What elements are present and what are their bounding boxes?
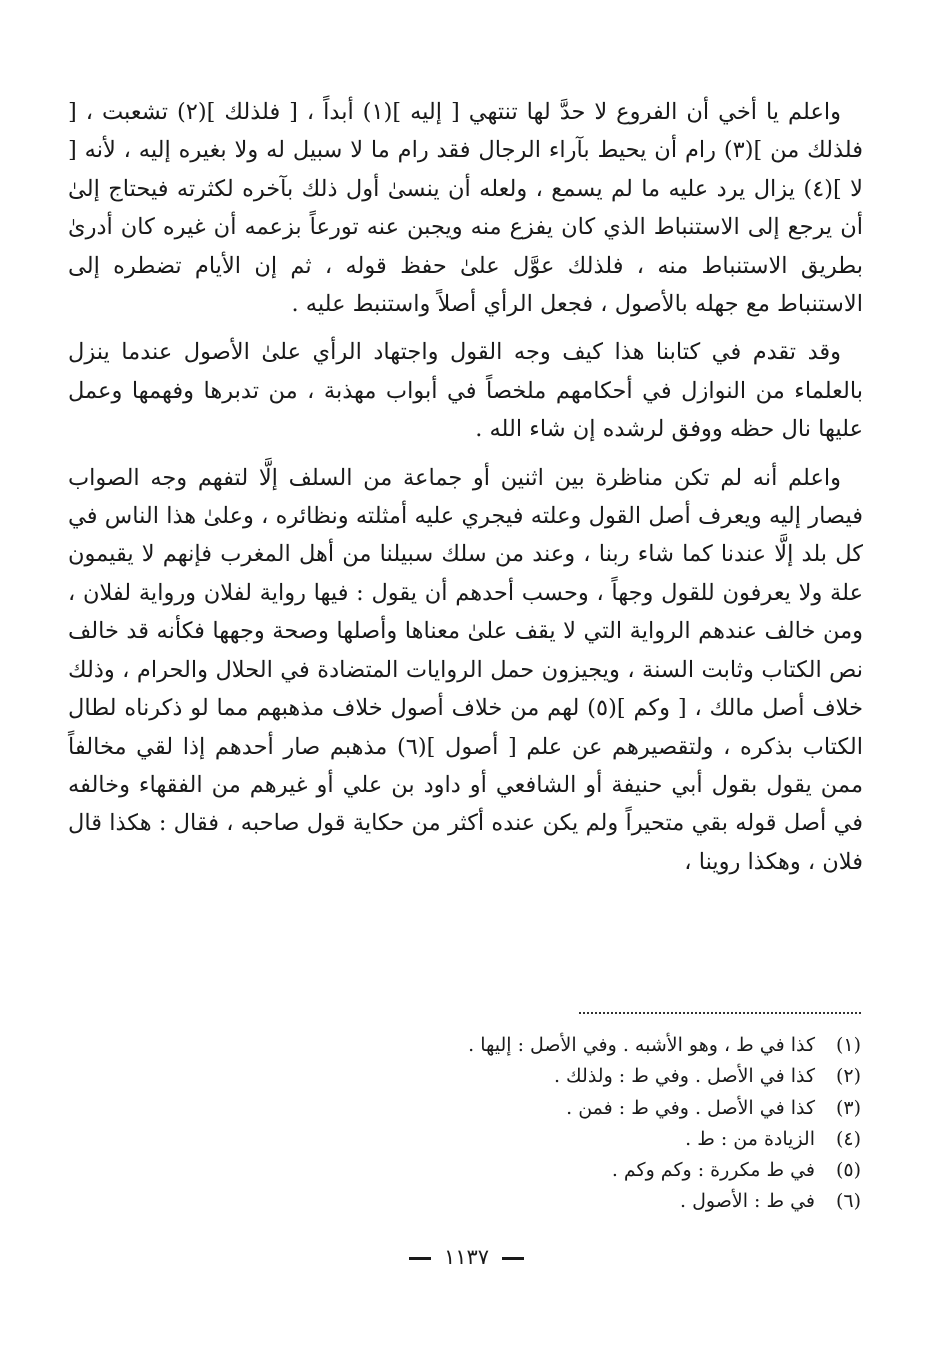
footnote [361, 1155, 861, 1186]
footnote-number: (٦) [835, 1190, 861, 1213]
footnote-text: الزيادة من : ط . [685, 1127, 815, 1150]
paragraph: وقد تقدم في كتابنا هذا كيف وجه القول واجتهاد الرأي علىٰ الأصول عندما ينزل بالعلماء من النوازل في أحكامهم ملخصاً في أبواب مهذبة ، من تدبرها وفهمها وعمل عليها نال حظه ووفق لرشده إن شاء الله . [68, 339, 863, 443]
footnote-number: (٥) [835, 1159, 861, 1182]
footnote-number: (٢) [835, 1065, 861, 1088]
footnote-text: في ط مكررة : وكم وكم . [611, 1159, 815, 1182]
footnote [361, 1030, 861, 1061]
footnote-number: (٣) [835, 1096, 861, 1119]
paragraph: واعلم أنه لم تكن مناظرة بين اثنين أو جماعة من السلف إلَّا لتفهم وجه الصواب فيصار إليه ويعرف أصل القول وعلته فيجري عليه أمثلته ونظائره ، وعلىٰ هذا الناس في كل بلد إلَّا عندنا كما شاء ربنا ، وعند من سلك سبيلنا من أهل المغرب فإنهم لا يقيمون علة ولا يعرفون للقول وجهاً ، وحسب أحدهم أن يقول : فيها رواية لفلان ورواية لفلان ، ومن خالف عندهم الرواية التي لا يقف علىٰ معناها وأصلها وصحة وجهها فكأنه قد خالف نص الكتاب وثابت السنة ، ويجيزون حمل الروايات المتضادة في الحلال والحرام ، وذلك خلاف أصل مالك ، [ وكم ](٥) لهم من خلاف أصول خلاف مذهبهم مما لو ذكرناه لطال الكتاب بذكره ، ولتقصيرهم عن علم [ أصول ](٦) مذهبم صار أحدهم إذا لقي مخالفاً ممن يقول بقول أبي حنيفة أو الشافعي أو داود بن علي أو غيرهم من الفقهاء وخالفه في أصل قوله بقي متحيراً ولم يكن عنده أكثر من حكاية قول صاحبه ، فقال : هكذا قال فلان ، وهكذا روينا ، [68, 464, 863, 875]
page-number-line [0, 1245, 933, 1269]
footnote-text: كذا في ط ، وهو الأشبه . وفي الأصل : إليها . [468, 1034, 815, 1056]
dash-right [502, 1257, 524, 1260]
footnote [361, 1093, 861, 1124]
footnote [361, 1061, 861, 1092]
footnote-text: في ط : الأصول . [680, 1190, 815, 1213]
footnote-number: (٤) [835, 1127, 861, 1150]
paragraph: واعلم يا أخي أن الفروع لا حدَّ لها تنتهي [ إليه ](١) أبداً ، [ فلذلك ](٢) تشعبت ، [ فلذلك من ](٣) رام أن يحيط بآراء الرجال فقد رام ما لا سبيل له ولا بغيره إليه ، لأنه [ لا ](٤) يزال يرد عليه ما لم يسمع ، ولعله أن ينسىٰ أول ذلك بآخره لكثرته فيحتاج إلىٰ أن يرجع إلى الاستنباط الذي كان يفزع منه ويجبن عنه تورعاً بزعمه أن غيره كان أدرىٰ بطريق الاستنباط منه ، فلذلك عوَّل علىٰ حفظ قوله ، ثم إن الأيام تضطره إلى الاستنباط مع جهله بالأصول ، فجعل الرأي أصلاً واستنبط عليه . [68, 99, 864, 318]
main-text [68, 93, 863, 891]
footnote-separator [579, 1012, 861, 1014]
page-number: ١١٣٧ [443, 1245, 490, 1269]
footnote-text: كذا في الأصل . وفي ط : فمن . [566, 1096, 815, 1119]
dash-left [409, 1257, 431, 1260]
footnotes [361, 1030, 861, 1218]
footnote-number: (١) [835, 1034, 861, 1056]
footnote-text: كذا في الأصل . وفي ط : ولذلك . [553, 1065, 815, 1088]
footnote [361, 1186, 861, 1217]
footnote [361, 1124, 861, 1155]
